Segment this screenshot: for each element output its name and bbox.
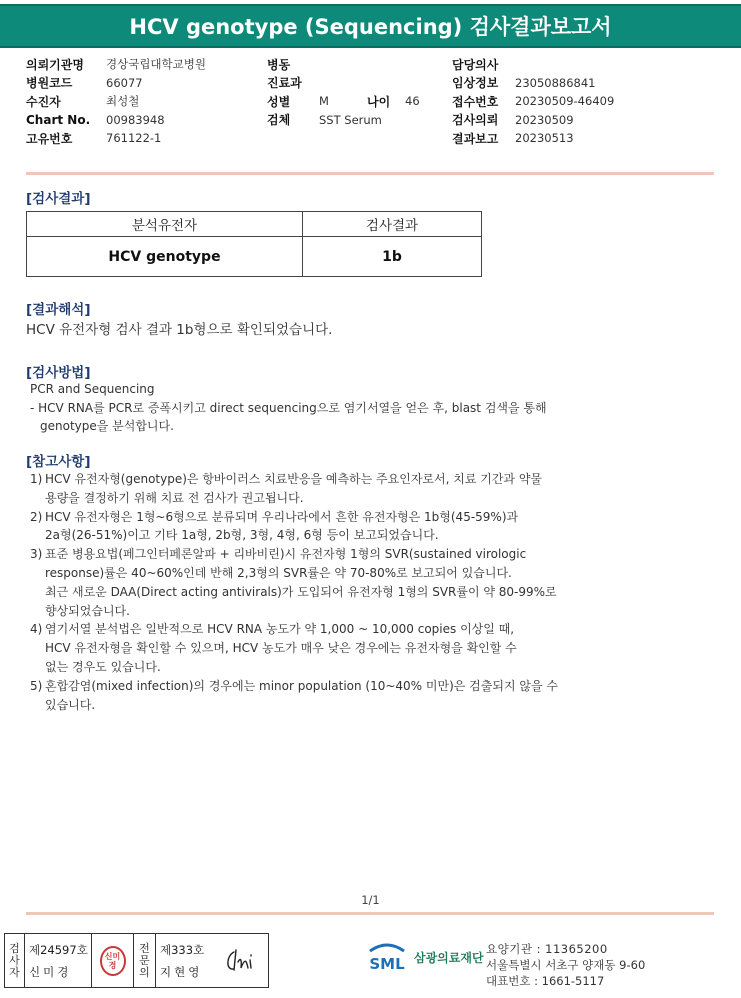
list-item <box>30 470 630 508</box>
info-label: 성별 <box>267 94 291 109</box>
method-body <box>30 380 547 436</box>
info-value: 00983948 <box>106 112 165 127</box>
seal-cell <box>92 934 134 987</box>
info-label: 임상정보 <box>452 76 499 91</box>
info-value: 66077 <box>106 75 143 90</box>
result-table-header <box>27 212 482 237</box>
item-line: 혼합감염(mixed infection)의 경우에는 minor population (10~40% 미만)은 검출되지 않을 수 <box>45 678 558 693</box>
tester-license: 제24597호 <box>29 943 88 957</box>
specialist-info <box>156 934 268 987</box>
info-label: 병동 <box>267 57 291 72</box>
info-row <box>267 55 420 74</box>
signature-icon <box>224 948 260 974</box>
info-row <box>452 55 614 74</box>
logo-name: 삼광의료재단 <box>414 950 484 965</box>
item-line: HCV 유전자형(genotype)은 항바이러스 치료반응을 예측하는 주요인자로서, 치료 기간과 약물 <box>45 472 543 486</box>
info-label: 의뢰기관명 <box>26 57 84 72</box>
info-value: 20230509-46409 <box>515 94 615 109</box>
info-value: 46 <box>405 94 420 109</box>
method-line: - HCV RNA를 PCR로 증폭시키고 direct sequencing으로 염기서열을 얻은 후, blast 검색을 통해 <box>30 400 547 415</box>
item-line: HCV 유전자형은 1형~6형으로 분류되며 우리나라에서 흔한 유전자형은 1b형(45-59%)과 <box>45 509 519 524</box>
info-value: 경상국립대학교병원 <box>106 57 206 72</box>
item-line: HCV 유전자형을 확인할 수 있으며, HCV 농도가 매우 낮은 경우에는 유전자형을 확인할 수 <box>45 641 517 656</box>
tester-info <box>25 934 92 987</box>
item-line: 2a형(26-51%)이고 기타 1a형, 2b형, 3형, 4형, 6형 등이 보고되었습니다. <box>45 528 439 543</box>
info-label: 진료과 <box>267 76 302 91</box>
info-col-2 <box>267 55 420 129</box>
info-value: 최성철 <box>106 94 140 109</box>
info-label: 접수번호 <box>452 94 499 109</box>
info-row <box>267 74 420 93</box>
tester-label-text: 검 사 자 <box>9 941 20 979</box>
tester-name: 신미경 <box>29 965 72 979</box>
signature-box <box>4 933 269 988</box>
info-label: 결과보고 <box>452 131 499 146</box>
result-cell: 1b <box>303 237 482 277</box>
list-item <box>30 620 630 676</box>
table-row <box>27 237 482 277</box>
item-line: 용량을 결정하기 위해 치료 전 검사가 권고됩니다. <box>45 490 304 505</box>
info-col-1 <box>26 55 206 148</box>
logo-mark: SML <box>369 955 405 972</box>
result-table <box>26 211 482 277</box>
info-value: 761122-1 <box>106 131 162 146</box>
header-result: 검사결과 <box>303 212 482 237</box>
header-divider <box>26 172 714 175</box>
institution-info <box>486 941 645 989</box>
info-label: Chart No. <box>26 112 91 127</box>
item-line: 있습니다. <box>45 697 96 712</box>
specialist-license: 제333호 <box>160 943 205 957</box>
specialist-name: 지현영 <box>160 965 203 979</box>
info-row <box>26 74 206 93</box>
page-number: 1/1 <box>361 893 380 907</box>
seal-stamp-icon: 신미 경 <box>100 946 126 976</box>
info-label: 병원코드 <box>26 76 73 91</box>
method-line: genotype을 분석합니다. <box>40 419 174 433</box>
references-title: [참고사항] <box>26 454 91 470</box>
specialist-label <box>134 934 156 987</box>
item-line: 없는 경우도 있습니다. <box>45 659 161 674</box>
list-item <box>30 677 630 715</box>
info-value: 23050886841 <box>515 75 596 90</box>
interpretation-text: HCV 유전자형 검사 결과 1b형으로 확인되었습니다. <box>26 322 333 338</box>
item-line: response)률은 40~60%인데 반해 2,3형의 SVR률은 약 70-80%로 보고되어 있습니다. <box>45 565 512 580</box>
tester-label <box>5 934 25 987</box>
report-title: HCV genotype (Sequencing) 검사결과보고서 <box>0 4 741 48</box>
info-label: 고유번호 <box>26 131 73 146</box>
info-label: 담당의사 <box>452 57 499 72</box>
header-gene: 분석유전자 <box>27 212 303 237</box>
institution-address: 서울특별시 서초구 양재동 9-60 <box>486 958 646 972</box>
item-number: 4) <box>30 622 43 637</box>
info-label: 검체 <box>267 113 291 128</box>
method-line: PCR and Sequencing <box>30 382 155 396</box>
info-value: M <box>319 94 329 109</box>
info-row <box>26 55 206 74</box>
institution-code: 요양기관 : 11365200 <box>486 942 608 956</box>
item-line: 최근 새로운 DAA(Direct acting antivirals)가 도입되어 유전자형 1형의 SVR률이 약 80-99%로 <box>45 584 557 599</box>
specialist-label-text: 전 문 의 <box>139 941 150 979</box>
info-row <box>452 74 614 93</box>
item-number: 2) <box>30 509 43 524</box>
info-row <box>26 111 206 130</box>
interpretation-title: [결과해석] <box>26 302 91 318</box>
item-number: 3) <box>30 547 43 562</box>
info-value: SST Serum <box>319 112 382 127</box>
info-value: 20230513 <box>515 131 574 146</box>
info-col-3 <box>452 55 614 148</box>
references-list <box>30 470 630 714</box>
list-item <box>30 508 630 546</box>
info-label: 수진자 <box>26 94 61 109</box>
info-row <box>452 92 614 111</box>
method-title: [검사방법] <box>26 365 91 381</box>
info-row <box>267 92 420 111</box>
item-number: 5) <box>30 678 43 693</box>
item-number: 1) <box>30 472 43 486</box>
footer-divider <box>26 912 714 915</box>
list-item <box>30 545 630 620</box>
institution-phone: 대표번호 : 1661-5117 <box>486 974 605 988</box>
gene-cell: HCV genotype <box>27 237 303 277</box>
item-line: 표준 병용요법(페그인터페론알파 + 리바비린)시 유전자형 1형의 SVR(sustained virologic <box>45 547 527 562</box>
result-section-title: [검사결과] <box>26 191 91 207</box>
logo <box>366 942 484 972</box>
info-row <box>26 92 206 111</box>
item-line: 염기서열 분석법은 일반적으로 HCV RNA 농도가 약 1,000 ~ 10,000 copies 이상일 때, <box>45 622 515 637</box>
sml-logo-icon <box>366 942 408 972</box>
item-line: 향상되었습니다. <box>45 603 130 618</box>
info-row <box>267 111 420 130</box>
info-label: 검사의뢰 <box>452 113 499 128</box>
info-row <box>26 129 206 148</box>
info-value: 20230509 <box>515 112 574 127</box>
info-row <box>452 129 614 148</box>
info-label: 나이 <box>367 94 391 109</box>
info-row <box>452 111 614 130</box>
